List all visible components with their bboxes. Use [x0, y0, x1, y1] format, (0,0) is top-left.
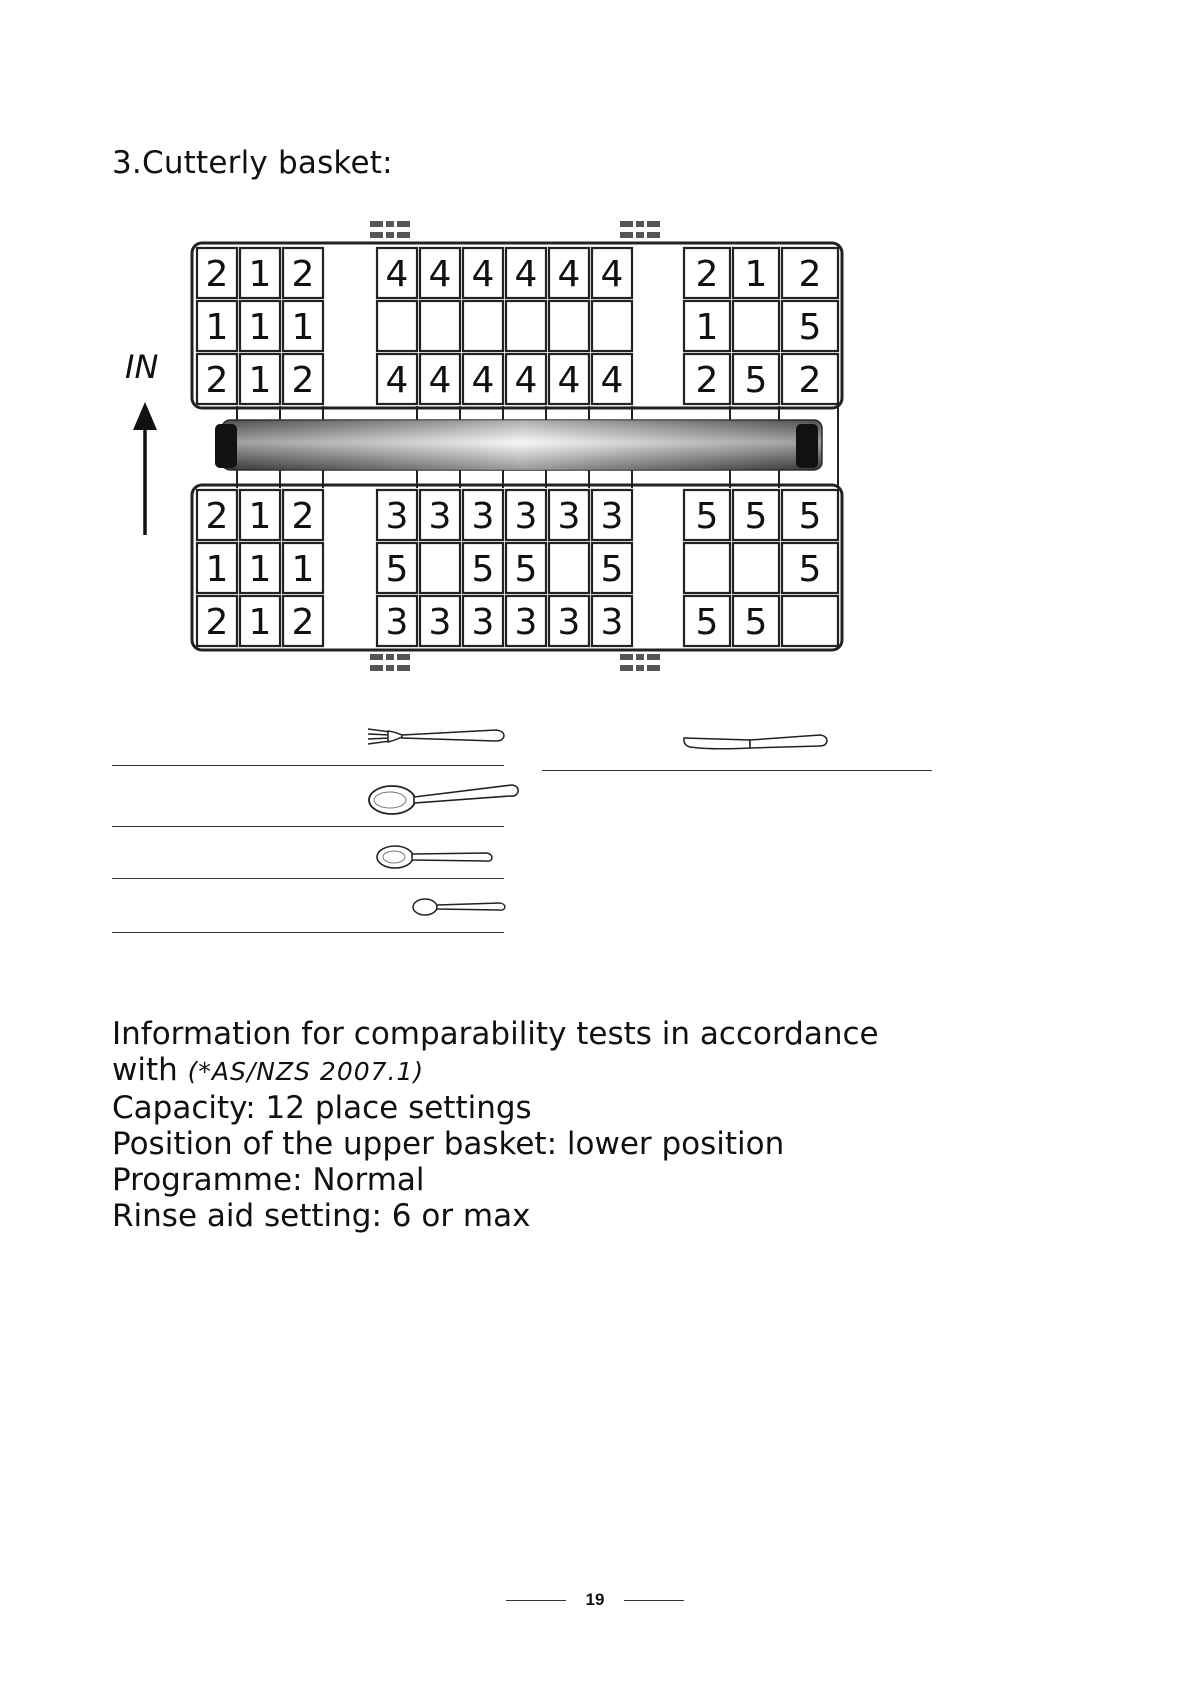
cell-number: 1: [744, 254, 768, 295]
cell-number: 1: [248, 549, 272, 590]
cell-number: 5: [798, 307, 822, 348]
info-standard-line: [112, 1052, 879, 1090]
legend-rule-4: [112, 932, 504, 933]
cell-number: 3: [428, 602, 452, 643]
info-intro: Information for comparability tests in accordance: [112, 1016, 879, 1052]
cell-number: 3: [600, 602, 624, 643]
cell-number: 2: [205, 496, 229, 537]
basket-cell: [420, 543, 460, 593]
cell-number: 5: [798, 496, 822, 537]
dessert-spoon-icon: [374, 840, 494, 876]
cell-number: 5: [798, 549, 822, 590]
basket-cell: [326, 354, 374, 404]
cell-number: 4: [557, 254, 581, 295]
basket-cell: [635, 596, 681, 646]
cell-number: 1: [205, 549, 229, 590]
cell-number: 3: [471, 496, 495, 537]
cell-number: 5: [471, 549, 495, 590]
clip-bottom-right: [620, 654, 660, 671]
info-upper-basket: Position of the upper basket: lower position: [112, 1126, 785, 1162]
cell-number: 3: [557, 496, 581, 537]
cell-number: 3: [385, 496, 409, 537]
basket-cell: [635, 543, 681, 593]
footer-rule-left: [506, 1600, 566, 1601]
top-basket-grid: [197, 248, 838, 404]
teaspoon-icon: [410, 893, 506, 921]
cell-number: 1: [291, 549, 315, 590]
cell-number: 3: [514, 602, 538, 643]
page-number: 19: [585, 1590, 605, 1609]
cell-number: 1: [291, 307, 315, 348]
cell-number: 2: [291, 254, 315, 295]
cell-number: 4: [428, 254, 452, 295]
basket-cell: [326, 596, 374, 646]
cell-number: 2: [291, 360, 315, 401]
basket-cell: [549, 301, 589, 351]
cell-number: 2: [205, 254, 229, 295]
up-arrow-icon: [133, 402, 157, 535]
fork-icon: [366, 722, 506, 752]
cell-number: 4: [471, 360, 495, 401]
cell-number: 4: [600, 254, 624, 295]
legend-rule-knife: [542, 770, 932, 771]
info-programme: Programme: Normal: [112, 1162, 425, 1198]
cell-number: 4: [385, 254, 409, 295]
legend-rule-3: [112, 878, 504, 879]
cell-number: 3: [600, 496, 624, 537]
basket-cell: [635, 301, 681, 351]
cell-number: 1: [248, 307, 272, 348]
test-information: [112, 1016, 879, 1234]
cell-number: 4: [471, 254, 495, 295]
bottom-basket-grid: [197, 490, 838, 646]
direction-label: IN: [125, 348, 159, 386]
basket-cell: [592, 301, 632, 351]
basket-cell: [782, 596, 838, 646]
info-rinse-aid: Rinse aid setting: 6 or max: [112, 1198, 531, 1234]
cell-number: 5: [600, 549, 624, 590]
legend-rule-1: [112, 765, 504, 766]
cell-number: 2: [695, 360, 719, 401]
cell-number: 2: [291, 602, 315, 643]
basket-cell: [635, 490, 681, 540]
cell-number: 2: [798, 254, 822, 295]
basket-cell: [684, 543, 730, 593]
cell-number: 4: [385, 360, 409, 401]
basket-handle: [215, 420, 822, 470]
cell-number: 4: [600, 360, 624, 401]
cell-number: 2: [205, 360, 229, 401]
basket-cell: [506, 301, 546, 351]
cell-number: 1: [205, 307, 229, 348]
clip-top-left: [370, 221, 410, 238]
cell-number: 3: [385, 602, 409, 643]
basket-cell: [326, 248, 374, 298]
cell-number: 2: [798, 360, 822, 401]
cell-number: 1: [248, 254, 272, 295]
cell-number: 3: [514, 496, 538, 537]
basket-cell: [377, 301, 417, 351]
basket-cell: [326, 490, 374, 540]
cell-number: 5: [744, 496, 768, 537]
cell-number: 5: [695, 602, 719, 643]
basket-cell: [549, 543, 589, 593]
basket-cell: [326, 543, 374, 593]
info-standard: (*AS/NZS 2007.1): [187, 1057, 425, 1086]
cell-number: 2: [695, 254, 719, 295]
cell-number: 5: [695, 496, 719, 537]
basket-cell: [635, 354, 681, 404]
clip-top-right: [620, 221, 660, 238]
cell-number: 1: [695, 307, 719, 348]
cell-number: 2: [205, 602, 229, 643]
basket-cell: [733, 301, 779, 351]
basket-cell: [463, 301, 503, 351]
cell-number: 4: [557, 360, 581, 401]
cell-number: 1: [248, 360, 272, 401]
cell-number: 5: [385, 549, 409, 590]
basket-cell: [420, 301, 460, 351]
legend-rule-2: [112, 826, 504, 827]
cell-number: 5: [744, 360, 768, 401]
cell-number: 4: [514, 360, 538, 401]
info-capacity: Capacity: 12 place settings: [112, 1090, 532, 1126]
basket-cell: [733, 543, 779, 593]
cell-number: 5: [514, 549, 538, 590]
info-with: with: [112, 1052, 188, 1088]
clip-bottom-left: [370, 654, 410, 671]
basket-cell: [326, 301, 374, 351]
footer-rule-right: [624, 1600, 684, 1601]
page-footer: [0, 1590, 1190, 1610]
cell-number: 3: [557, 602, 581, 643]
section-title: 3.Cutterly basket:: [112, 145, 393, 181]
cell-number: 1: [248, 602, 272, 643]
basket-cell: [635, 248, 681, 298]
cutlery-basket-diagram: [0, 0, 1190, 700]
cell-number: 3: [471, 602, 495, 643]
cell-number: 5: [744, 602, 768, 643]
knife-icon: [680, 728, 830, 756]
soup-spoon-icon: [366, 775, 521, 825]
cell-number: 1: [248, 496, 272, 537]
cell-number: 4: [428, 360, 452, 401]
cell-number: 2: [291, 496, 315, 537]
cell-number: 3: [428, 496, 452, 537]
cell-number: 4: [514, 254, 538, 295]
